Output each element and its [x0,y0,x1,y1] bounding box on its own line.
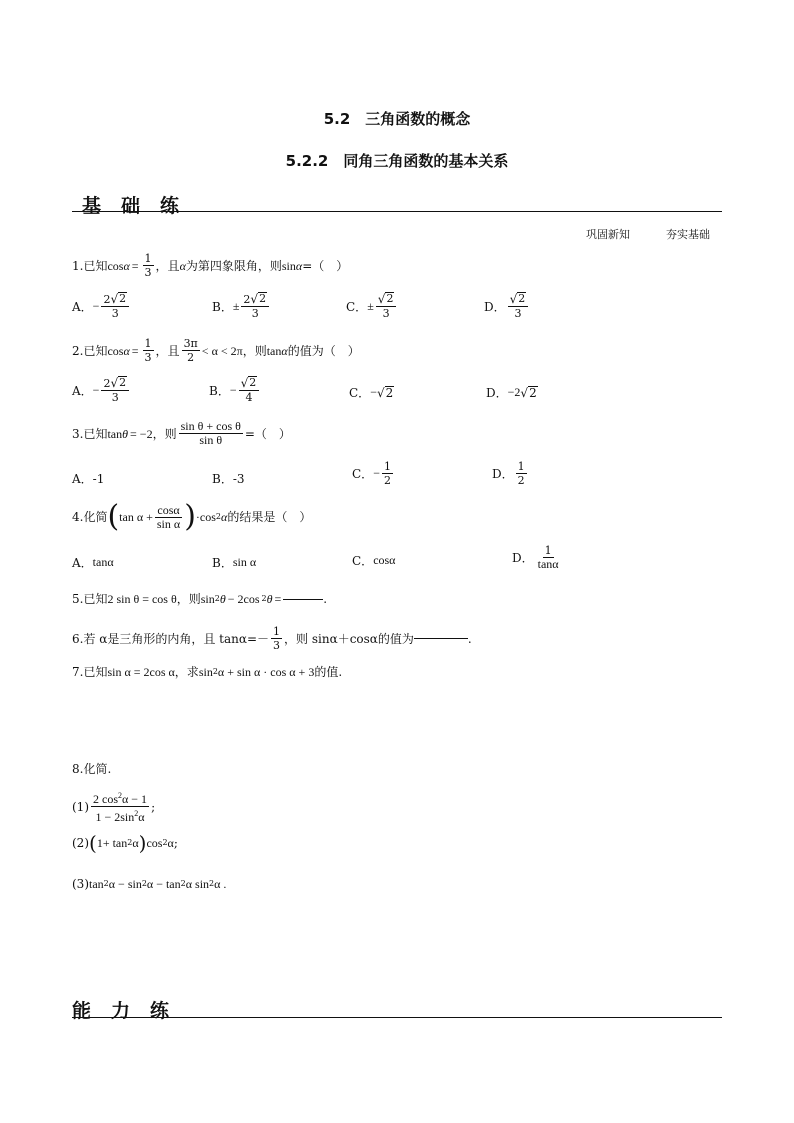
question-5: 5.已知 2 sin θ = cos θ ，则 sin 2 θ − 2cos 2 θ = . [72,592,328,606]
q3-option-b[interactable]: B． -3 [212,471,245,486]
q1-option-d[interactable]: D． √ 2 3 [484,292,530,320]
question-2: 2.已知 cos α = $\frac{1}{3}$ ，且 $\frac{3\pi}{2}$ < α < 2π ，则 tan α 的值为（ ） [72,337,360,364]
question-4: 4.化简 ( tan α + $\frac{\cos\alpha}{\text{sin α}}$ ) · cos 2 α 的结果是（ ） [72,499,312,534]
tagline-left: 巩固新知 [586,228,630,241]
q4-option-a[interactable]: A． tanα [72,555,114,570]
question-6: 6.若 α是三角形的内角，且 tanα=－ $\frac{1}{3}$ ，则 sinα＋cosα的值为 . [72,625,472,652]
section-basic-rule [72,211,722,212]
q6-answer-blank[interactable] [414,638,468,639]
q1-fraction: $\frac{1}{3}$ [144,252,152,279]
q4-option-d[interactable]: D． $\frac{1}{\tan\alpha}$ [512,544,559,571]
q2-option-b[interactable]: B． − √ 2 4 [209,376,261,404]
q4-option-b[interactable]: B． sin α [212,555,257,570]
q1-option-c[interactable]: C． ± √ 2 3 [346,292,398,320]
q8-part-3: (3) tan 2 α − sin 2 α − tan 2 α sin 2 α . [72,877,227,891]
q4-option-c[interactable]: C． cosα [352,553,396,568]
q3-option-d[interactable]: D． $\frac{1}{2}$ [492,460,525,487]
section-ability-heading: 能力练 [72,1000,190,1022]
page-subtitle: 5.2.2 同角三角函数的基本关系 [285,152,509,170]
q2-option-c[interactable]: C． − √ 2 [349,385,394,400]
q2-option-a[interactable]: A． − 2 √ 2 3 [72,376,131,404]
question-1: 1.已知 cos α = $\frac{1}{3}$ ，且 α 为第四象限角，则 sin α =（ ） [72,252,349,279]
q3-option-a[interactable]: A． -1 [72,471,105,486]
q8-part-1: (1) $\frac{2 \cos^2\alpha - 1}{1 - 2\sin^2\alpha}$ ; [72,791,156,824]
section-ability-rule [72,1017,722,1018]
tagline-right: 夯实基础 [666,228,710,241]
q3-option-c[interactable]: C． − $\frac{1}{2}$ [352,460,391,487]
page-title: 5.2 三角函数的概念 [323,110,471,128]
q2-option-d[interactable]: D． −2 √ 2 [486,385,537,400]
q1-option-b[interactable]: B． ± 2 √ 2 3 [212,292,271,320]
question-8: 8.化简. [72,762,112,776]
question-3: 3.已知 tan θ = −2 ，则 $\frac{\text{sin θ + cos θ}}{\text{sin θ}}$ =（ ） [72,419,291,447]
section-basic-heading: 基础练 [82,195,200,217]
q1-option-a[interactable]: A． − 2 √ 2 3 [72,292,131,320]
q8-part-2: (2) ( 1+ tan 2 α ) cos 2 α ; [72,831,178,855]
q5-answer-blank[interactable] [283,599,323,600]
question-7: 7.已知 sin α = 2cos α ，求 sin 2 α + sin α · cos α + 3 的值. [72,665,343,679]
